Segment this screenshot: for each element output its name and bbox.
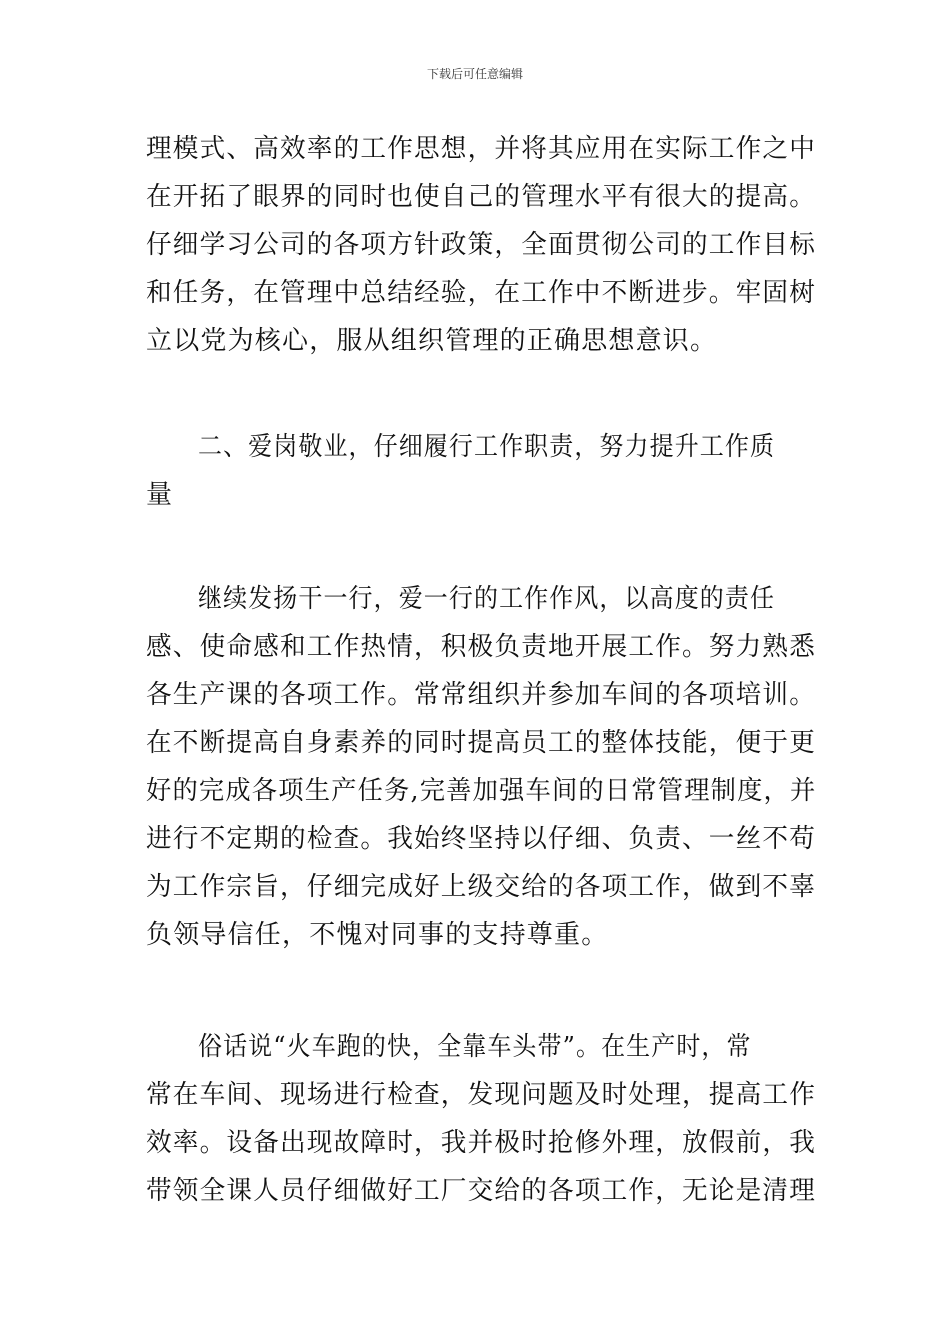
paragraph-4-line-3: 效率。设备出现故障时，我并极时抢修外理，放假前，我	[146, 1128, 817, 1158]
section-heading-line-2: 量	[146, 480, 174, 510]
paragraph-4-line-4: 带领全课人员仔细做好工厂交给的各项工作，无论是清理	[146, 1176, 817, 1206]
paragraph-3-line-1: 继续发扬干一行，爱一行的工作作风，以高度的责任	[198, 584, 776, 614]
paragraph-1-line-5: 立以党为核心，服从组织管理的正确思想意识。	[146, 326, 718, 356]
section-heading-line-1: 二、爱岗敬业，仔细履行工作职责，努力提升工作质	[198, 432, 776, 462]
paragraph-3-line-7: 为工作宗旨，仔细完成好上级交给的各项工作，做到不辜	[146, 872, 817, 902]
paragraph-3-line-4: 在不断提高自身素养的同时提高员工的整体技能，便于更	[146, 728, 817, 758]
page-header: 下载后可任意编辑	[426, 67, 523, 81]
paragraph-1-line-3: 仔细学习公司的各项方针政策，全面贯彻公司的工作目标	[146, 230, 817, 260]
paragraph-4-line-1: 俗话说“火车跑的快，全靠车头带”。在生产时，常	[198, 1032, 752, 1062]
paragraph-1-line-4: 和任务，在管理中总结经验，在工作中不断进步。牢固树	[146, 278, 817, 308]
paragraph-4-line-2: 常在车间、现场进行检查，发现问题及时处理，提高工作	[146, 1080, 817, 1110]
paragraph-3-line-2: 感、使命感和工作热情，积极负责地开展工作。努力熟悉	[146, 632, 817, 662]
paragraph-1-line-1: 理模式、高效率的工作思想，并将其应用在实际工作之中	[146, 134, 817, 164]
paragraph-1-line-2: 在开拓了眼界的同时也使自己的管理水平有很大的提高。	[146, 182, 817, 212]
paragraph-3-line-6: 进行不定期的检查。我始终坚持以仔细、负责、一丝不苟	[146, 824, 817, 854]
paragraph-3-line-5: 好的完成各项生产任务,完善加强车间的日常管理制度，并	[146, 776, 817, 806]
paragraph-3-line-8: 负领导信任，不愧对同事的支持尊重。	[146, 920, 609, 950]
paragraph-3-line-3: 各生产课的各项工作。常常组织并参加车间的各项培训。	[146, 680, 817, 710]
